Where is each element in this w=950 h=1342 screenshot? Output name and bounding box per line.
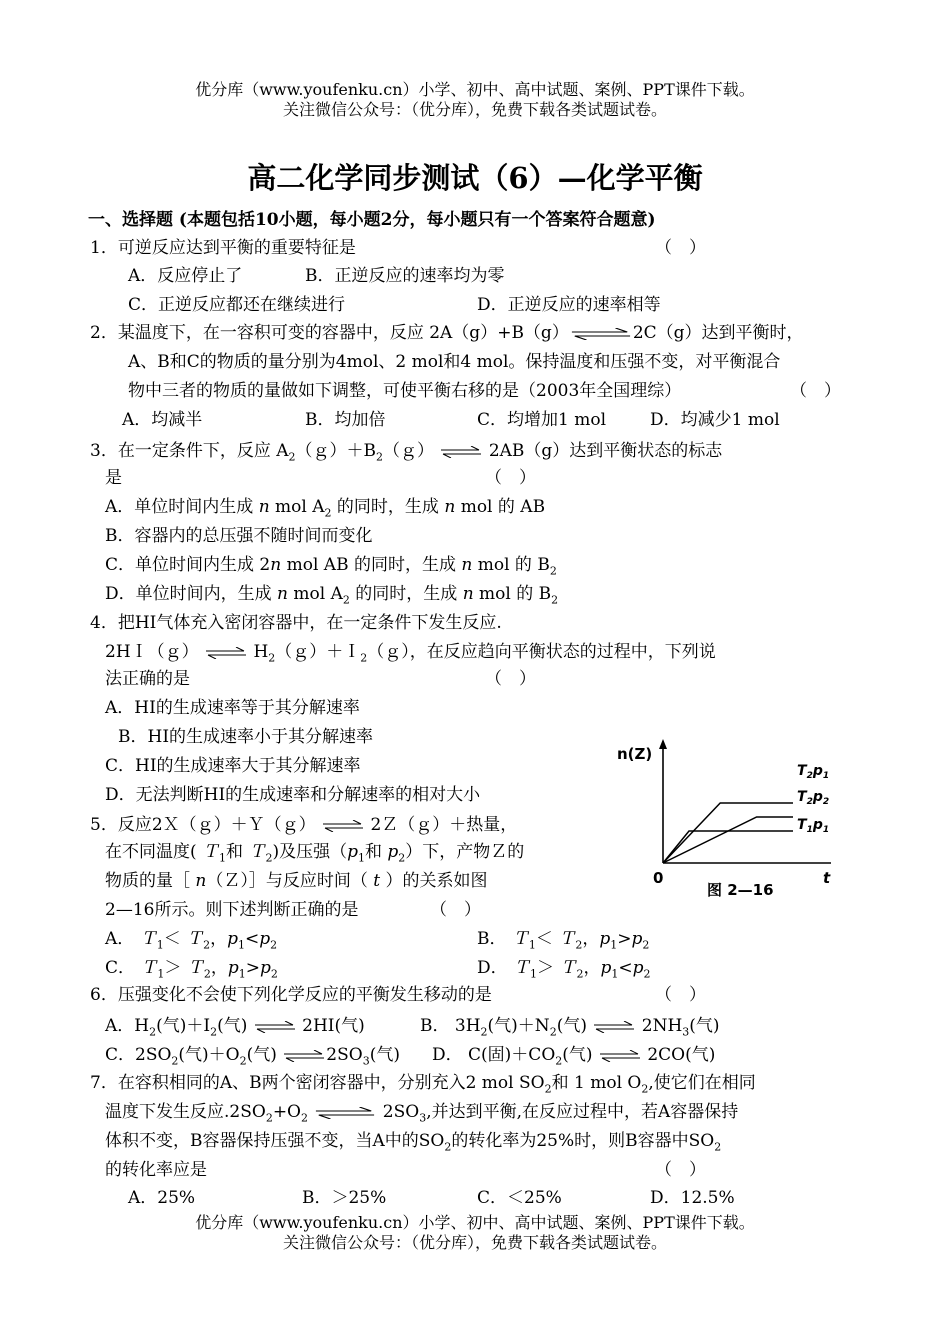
q2-line2: A、B和C的物质的量分别为4mol、2 mol和4 mol。保持温度和压强不变，对平衡混合 (128, 352, 781, 372)
q2-option-c: C．均增加1 mol (477, 410, 607, 430)
q7-line3-part1: 体积不变，B容器保持压强不变，当A中的SO (105, 1131, 445, 1151)
equilibrium-arrow-icon (439, 446, 483, 458)
q5-stem-part2: 2Ｚ（ｇ）＋热量， (370, 815, 518, 835)
q5-option-c: C． Ｔ$_1$＞ Ｔ$_2$，$p_1>p_2$ (105, 958, 278, 981)
q1-option-a: A．反应停止了 (128, 266, 243, 286)
q3-option-c: C．单位时间内生成 2n mol AB 的同时，生成 n mol 的 $B_2$ (105, 555, 557, 578)
q3-option-a: A．单位时间内生成 n mol $A_2$ 的同时，生成 n mol 的 AB (105, 497, 546, 520)
equilibrium-arrow-icon (204, 647, 248, 659)
q5-answer-bracket: （ ） (430, 900, 481, 920)
q7-option-d: D．12.5% (650, 1188, 735, 1208)
figure-caption: 图 2—16 (707, 881, 774, 899)
y-axis-arrow-icon (659, 739, 667, 749)
q3-stem-part2: 2AB（g）达到平衡状态的标志 (488, 441, 723, 461)
q6-option-d: D． C(固)$+CO_2$(气) 2CO(气) (432, 1045, 716, 1068)
figure-x-label: t (823, 869, 831, 887)
q3-option-b: B．容器内的总压强不随时间而变化 (105, 526, 373, 546)
q6-answer-bracket: （ ） (655, 985, 706, 1005)
q4-equation: 2HＩ（ｇ） $H_2(g)+I_2(g)$，在反应趋向平衡状态的过程中，下列说 (105, 642, 716, 665)
q5-line2: 在不同温度( Ｔ$_1$和 Ｔ$_2$)及压强（$p_1$和 $p_2$）下，产物Ｚ的 (105, 842, 525, 865)
q5-stem (90, 815, 517, 835)
q6-option-b: B． $3H_2$(气)$+N_2$(气) $2NH_3$(气) (420, 1016, 720, 1039)
q2-stem (90, 323, 804, 343)
equilibrium-arrow-icon (569, 328, 633, 340)
q6-option-a: A．$H_2$(气)$+I_2$(气) 2HI(气) (105, 1016, 365, 1039)
q2-stem-part1: 2．某温度下，在一容积可变的容器中，反应 2A（g）+B（g） (90, 323, 569, 343)
equilibrium-arrow-icon (282, 1050, 326, 1062)
q1-answer-bracket: （ ） (655, 238, 706, 258)
q3-answer-bracket: （ ） (485, 468, 536, 488)
series-line-t1p1 (663, 831, 793, 863)
legend-t1p1: $T_1p_1$ (797, 817, 830, 835)
legend-t2p2: $T_2p_2$ (797, 789, 830, 807)
q2-answer-bracket: （ ） (790, 381, 841, 401)
q3-stem-part1: 3．在一定条件下，反应 A (90, 441, 289, 461)
q2-option-a: A．均减半 (122, 410, 203, 430)
q4-option-c: C．HI的生成速率大于其分解速率 (105, 756, 361, 776)
q7-line4: 的转化率应是 (105, 1160, 207, 1180)
q7-stem-part1: 7．在容积相同的A、B两个密闭容器中，分别充入2 mol SO (90, 1073, 545, 1093)
q1-option-c: C．正逆反应都还在继续进行 (128, 295, 346, 315)
site-footer-line2: 关注微信公众号：（优分库），免费下载各类试题试卷。 (282, 1233, 667, 1252)
figure-y-label: n(Z) (617, 745, 653, 763)
q6-option-c: C．$2SO_2$(气)$+O_2$(气) $2SO_3$(气) (105, 1045, 400, 1068)
q2-line3: 物中三者的物质的量做如下调整，可使平衡右移的是（2003年全国理综） (128, 381, 682, 401)
q7-line2: 温度下发生反应$.2SO_2+O_2$ $2SO_3$,并达到平衡,在反应过程中，若A容器保持 (105, 1102, 739, 1125)
page-title: 高二化学同步测试（6）—化学平衡 (247, 161, 703, 195)
equilibrium-arrow-icon (313, 1107, 377, 1119)
site-header-line2: 关注微信公众号：（优分库），免费下载各类试题试卷。 (282, 100, 667, 119)
equilibrium-arrow-icon (598, 1050, 642, 1062)
q3-line2: 是 (105, 468, 122, 488)
legend-t2p1: $T_2p_1$ (797, 763, 830, 781)
q3-option-d: D．单位时间内，生成 n mol $A_2$ 的同时，生成 n mol 的 $B_2$ (105, 584, 559, 607)
q4-option-b: B．HI的生成速率小于其分解速率 (118, 727, 374, 747)
q4-option-d: D．无法判断HI的生成速率和分解速率的相对大小 (105, 785, 481, 805)
equilibrium-arrow-icon (253, 1021, 297, 1033)
equilibrium-arrow-icon (592, 1021, 636, 1033)
figure-2-16 (615, 735, 845, 905)
q4-answer-bracket: （ ） (485, 669, 536, 689)
q2-option-d: D．均减少1 mol (650, 410, 780, 430)
q5-option-b: B． Ｔ$_1$＜ Ｔ$_2$，$p_1>p_2$ (477, 929, 650, 952)
q5-line3: 物质的量［ n（Ｚ）］与反应时间（ t ）的关系如图 (105, 871, 488, 891)
q3-stem: 3．在一定条件下，反应 $A_2(g)+B_2(g)$ 2AB（g）达到平衡状态的标志 (90, 441, 723, 464)
q1-stem: 1．可逆反应达到平衡的重要特征是 (90, 238, 356, 258)
q5-option-a: A． Ｔ$_1$＜ Ｔ$_2$，$p_1<p_2$ (105, 929, 278, 952)
q7-option-a: A．25% (128, 1188, 196, 1208)
q4-option-a: A．HI的生成速率等于其分解速率 (105, 698, 360, 718)
q1-option-d: D．正逆反应的速率相等 (477, 295, 661, 315)
q5-line4: 2—16所示。则下述判断正确的是 (105, 900, 359, 920)
q1-option-b: B．正逆反应的速率均为零 (305, 266, 505, 286)
chart-series-group (663, 803, 793, 863)
q2-option-b: B．均加倍 (305, 410, 386, 430)
section-heading: 一、选择题 (本题包括10小题，每小题2分，每小题只有一个答案符合题意) (88, 210, 656, 230)
site-header-line1: 优分库（www.youfenku.cn）小学、初中、高中试题、案例、PPT课件下载。 (195, 80, 755, 99)
q5-option-d: D． Ｔ$_1$＞ Ｔ$_2$，$p_1<p_2$ (477, 958, 651, 981)
q7-option-b: B．＞25% (302, 1188, 387, 1208)
q6-stem: 6．压强变化不会使下列化学反应的平衡发生移动的是 (90, 985, 492, 1005)
q7-answer-bracket: （ ） (655, 1160, 706, 1180)
q4-line3: 法正确的是 (105, 669, 190, 689)
q2-stem-part2: 2C（g）达到平衡时， (632, 323, 804, 343)
q7-line3: 体积不变，B容器保持压强不变，当A中的$SO_2$的转化率为25%时，则B容器中$SO_2$ (105, 1131, 722, 1154)
equilibrium-arrow-icon (321, 820, 365, 832)
figure-origin: 0 (653, 869, 664, 887)
q5-stem-part1: 5．反应2Ｘ（ｇ）＋Ｙ（ｇ） (90, 815, 316, 835)
q4-stem: 4．把HI气体充入密闭容器中，在一定条件下发生反应. (90, 613, 502, 633)
q7-option-c: C．＜25% (477, 1188, 562, 1208)
site-footer-line1: 优分库（www.youfenku.cn）小学、初中、高中试题、案例、PPT课件下载。 (195, 1213, 755, 1232)
q7-stem: 7．在容积相同的A、B两个密闭容器中，分别充入2 mol $SO_2$和 1 mol $O_2$,使它们在相同 (90, 1073, 756, 1096)
q4-equation-rest: ，在反应趋向平衡状态的过程中，下列说 (409, 642, 716, 662)
